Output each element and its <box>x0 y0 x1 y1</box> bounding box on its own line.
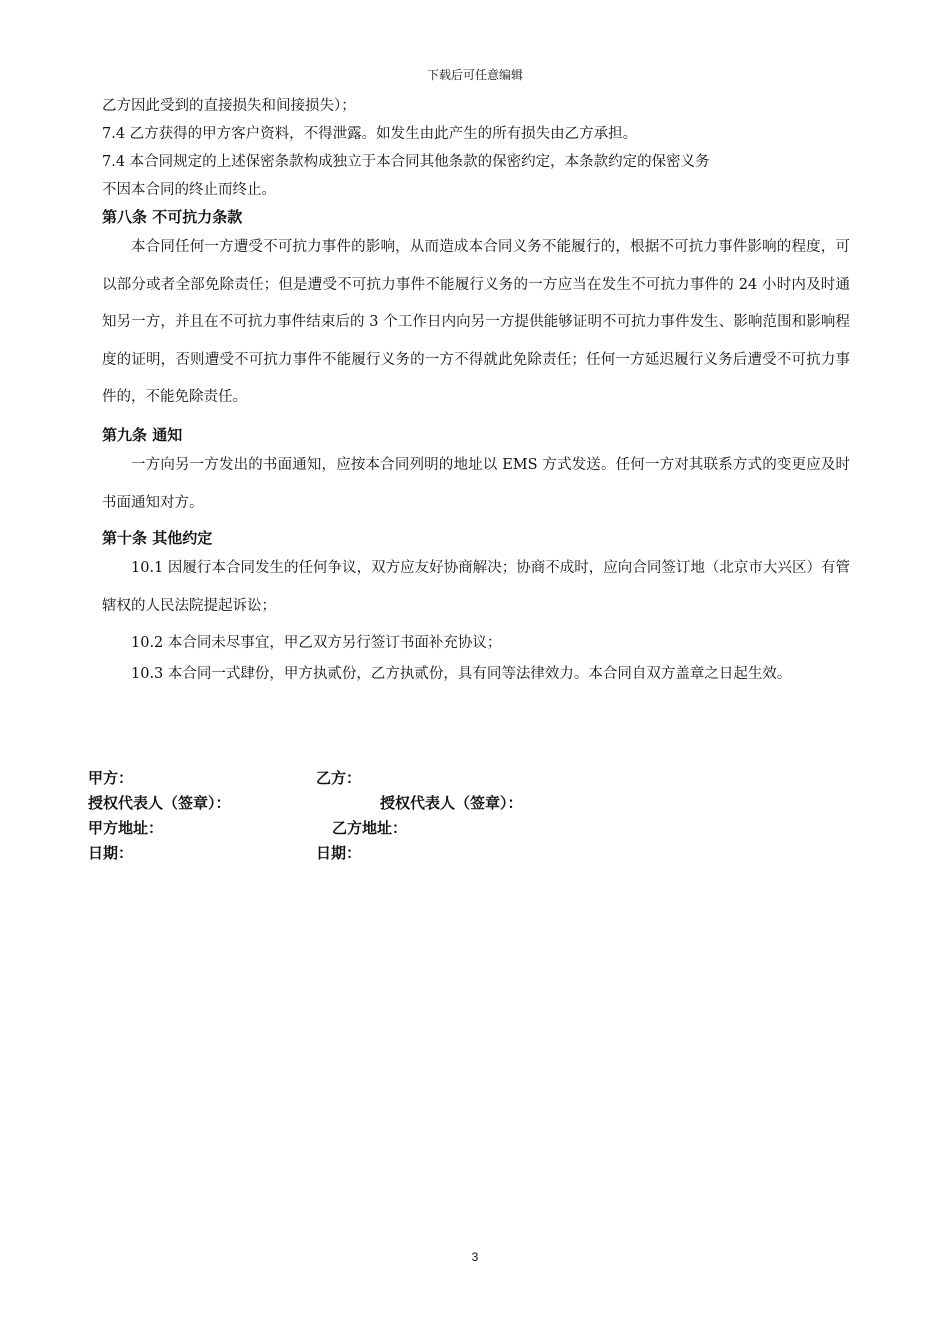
clause-10-3: 10.3 本合同一式肆份，甲方执贰份，乙方执贰份，具有同等法律效力。本合同自双方盖章之日起生效。 <box>131 666 792 682</box>
page-number: 3 <box>471 1250 479 1264</box>
article-10-heading: 第十条 其他约定 <box>102 529 213 547</box>
article-8-heading: 第八条 不可抗力条款 <box>102 208 243 226</box>
party-b-date-label: 日期： <box>316 844 362 862</box>
clause-7-4-confidentiality: 7.4 本合同规定的上述保密条款构成独立于本合同其他条款的保密约定，本条款约定的保密义务 <box>102 154 710 170</box>
text-line: 乙方因此受到的直接损失和间接损失）； <box>102 98 356 114</box>
page-header: 下载后可任意编辑 <box>426 68 523 82</box>
article-9-body: 一方向另一方发出的书面通知，应按本合同列明的地址以 EMS 方式发送。任何一方对其联系方式的变更应及时书面通知对方。 <box>102 457 850 511</box>
party-b-label: 乙方： <box>316 769 362 787</box>
clause-7-4-customer-info: 7.4 乙方获得的甲方客户资料，不得泄露。如发生由此产生的所有损失由乙方承担。 <box>102 126 638 142</box>
article-8-body: 本合同任何一方遭受不可抗力事件的影响，从而造成本合同义务不能履行的，根据不可抗力事件影响的程度，可以部分或者全部免除责任；但是遭受不可抗力事件不能履行义务的一方应当在发生不可抗力事件的 24 小时内及时通知另一方，并且在不可抗力事件结束后的 3 个工作日内向另一方提供能够证明不可抗力事件发生、影响范围和影响程度的证明，否则遭受不可抗力事件不能履行义务的一方不得就此免除责任；任何一方延迟履行义务后遭受不可抗力事件的，不能免除责任。 <box>102 239 850 405</box>
clause-10-1: 10.1 因履行本合同发生的任何争议，双方应友好协商解决；协商不成时，应向合同签订地（北京市大兴区）有管辖权的人民法院提起诉讼； <box>102 560 850 614</box>
party-a-address-label: 甲方地址： <box>88 819 164 837</box>
party-a-date-label: 日期： <box>88 844 134 862</box>
text-line: 不因本合同的终止而终止。 <box>102 182 276 198</box>
party-b-address-label: 乙方地址： <box>332 819 408 837</box>
party-a-label: 甲方： <box>88 769 134 787</box>
article-9-heading: 第九条 通知 <box>102 426 183 444</box>
clause-10-2: 10.2 本合同未尽事宜，甲乙双方另行签订书面补充协议； <box>131 635 502 651</box>
party-b-representative-label: 授权代表人（签章）： <box>380 794 523 812</box>
party-a-representative-label: 授权代表人（签章）： <box>88 794 231 812</box>
